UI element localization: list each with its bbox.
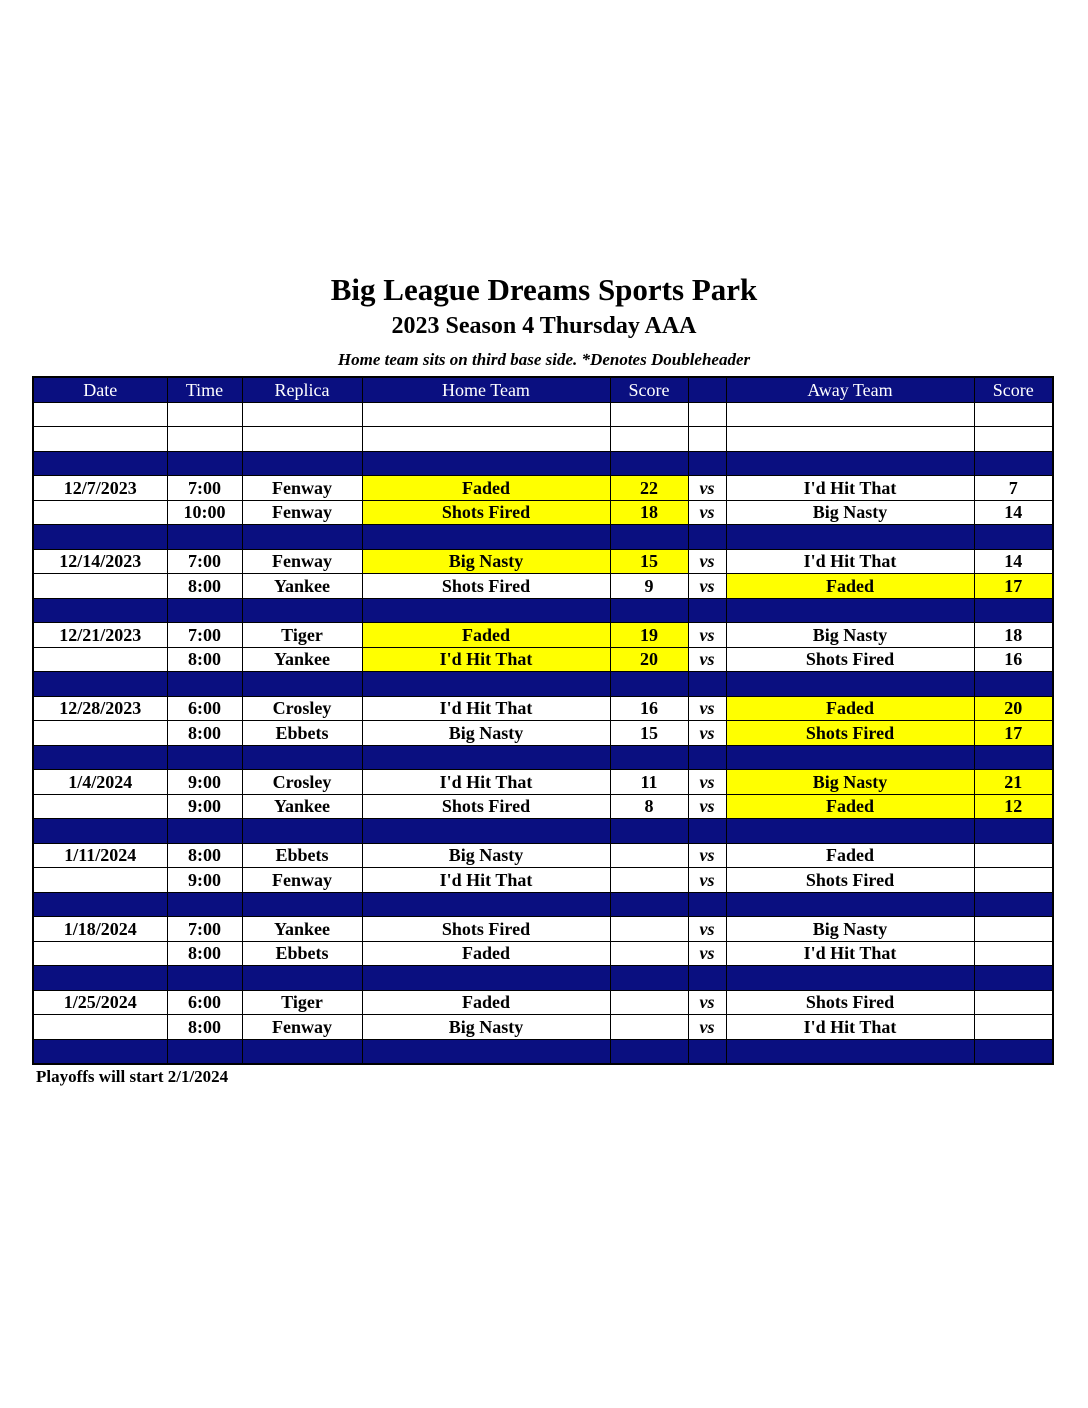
away-score-cell bbox=[974, 843, 1053, 868]
date-cell: 1/11/2024 bbox=[33, 843, 167, 868]
separator-row bbox=[33, 525, 1053, 550]
game-row bbox=[33, 941, 1053, 966]
home-score-cell: 11 bbox=[610, 770, 688, 795]
col-header-vs bbox=[688, 377, 726, 402]
away-score-cell: 14 bbox=[974, 500, 1053, 525]
replica-cell: Fenway bbox=[242, 476, 362, 501]
vs-cell: vs bbox=[688, 794, 726, 819]
time-cell: 7:00 bbox=[167, 623, 242, 648]
home-team-cell: Faded bbox=[362, 990, 610, 1015]
game-row bbox=[33, 721, 1053, 746]
replica-cell: Ebbets bbox=[242, 941, 362, 966]
separator-row bbox=[33, 892, 1053, 917]
game-row bbox=[33, 549, 1053, 574]
vs-cell: vs bbox=[688, 500, 726, 525]
home-score-cell: 18 bbox=[610, 500, 688, 525]
away-score-cell bbox=[974, 941, 1053, 966]
home-team-cell: Big Nasty bbox=[362, 721, 610, 746]
date-cell bbox=[33, 647, 167, 672]
game-row bbox=[33, 917, 1053, 942]
away-team-cell: Shots Fired bbox=[726, 868, 974, 893]
away-team-cell: Faded bbox=[726, 696, 974, 721]
vs-cell: vs bbox=[688, 843, 726, 868]
away-score-cell bbox=[974, 990, 1053, 1015]
replica-cell: Yankee bbox=[242, 917, 362, 942]
home-score-cell: 19 bbox=[610, 623, 688, 648]
time-cell: 7:00 bbox=[167, 476, 242, 501]
game-row bbox=[33, 574, 1053, 599]
replica-cell: Tiger bbox=[242, 623, 362, 648]
vs-cell: vs bbox=[688, 549, 726, 574]
replica-cell: Fenway bbox=[242, 868, 362, 893]
home-team-cell: Big Nasty bbox=[362, 549, 610, 574]
date-cell bbox=[33, 794, 167, 819]
away-score-cell bbox=[974, 917, 1053, 942]
time-cell: 6:00 bbox=[167, 990, 242, 1015]
schedule-table bbox=[32, 376, 1054, 1065]
playoffs-note: Playoffs will start 2/1/2024 bbox=[36, 1067, 229, 1086]
home-score-cell bbox=[610, 990, 688, 1015]
away-team-cell: Big Nasty bbox=[726, 917, 974, 942]
away-score-cell: 21 bbox=[974, 770, 1053, 795]
away-score-cell: 17 bbox=[974, 721, 1053, 746]
vs-cell: vs bbox=[688, 1015, 726, 1040]
game-row bbox=[33, 868, 1053, 893]
away-score-cell bbox=[974, 868, 1053, 893]
home-team-cell: Faded bbox=[362, 623, 610, 648]
date-cell: 1/18/2024 bbox=[33, 917, 167, 942]
page-note: Home team sits on third base side. *Denotes Doubleheader bbox=[337, 350, 751, 369]
vs-cell: vs bbox=[688, 868, 726, 893]
home-score-cell: 22 bbox=[610, 476, 688, 501]
replica-cell: Crosley bbox=[242, 696, 362, 721]
vs-cell: vs bbox=[688, 476, 726, 501]
time-cell: 9:00 bbox=[167, 868, 242, 893]
game-row bbox=[33, 990, 1053, 1015]
game-row bbox=[33, 647, 1053, 672]
away-team-cell: I'd Hit That bbox=[726, 476, 974, 501]
date-cell bbox=[33, 941, 167, 966]
time-cell: 7:00 bbox=[167, 549, 242, 574]
replica-cell: Tiger bbox=[242, 990, 362, 1015]
time-cell: 8:00 bbox=[167, 721, 242, 746]
time-cell: 9:00 bbox=[167, 794, 242, 819]
away-score-cell: 18 bbox=[974, 623, 1053, 648]
date-cell bbox=[33, 868, 167, 893]
home-score-cell: 8 bbox=[610, 794, 688, 819]
game-row bbox=[33, 794, 1053, 819]
away-team-cell: Shots Fired bbox=[726, 990, 974, 1015]
home-team-cell: Shots Fired bbox=[362, 794, 610, 819]
home-score-cell bbox=[610, 1015, 688, 1040]
home-score-cell: 9 bbox=[610, 574, 688, 599]
replica-cell: Yankee bbox=[242, 794, 362, 819]
time-cell: 8:00 bbox=[167, 647, 242, 672]
date-cell: 12/21/2023 bbox=[33, 623, 167, 648]
time-cell: 10:00 bbox=[167, 500, 242, 525]
blank-row bbox=[33, 402, 1053, 427]
separator-row bbox=[33, 672, 1053, 697]
time-cell: 8:00 bbox=[167, 843, 242, 868]
vs-cell: vs bbox=[688, 990, 726, 1015]
page-subtitle: 2023 Season 4 Thursday AAA bbox=[391, 313, 697, 339]
schedule-body bbox=[33, 402, 1053, 1064]
home-team-cell: I'd Hit That bbox=[362, 868, 610, 893]
game-row bbox=[33, 623, 1053, 648]
away-team-cell: Faded bbox=[726, 794, 974, 819]
vs-cell: vs bbox=[688, 917, 726, 942]
separator-row bbox=[33, 451, 1053, 476]
game-row bbox=[33, 696, 1053, 721]
away-team-cell: Big Nasty bbox=[726, 500, 974, 525]
vs-cell: vs bbox=[688, 941, 726, 966]
game-row bbox=[33, 843, 1053, 868]
away-score-cell: 7 bbox=[974, 476, 1053, 501]
time-cell: 7:00 bbox=[167, 917, 242, 942]
home-team-cell: Shots Fired bbox=[362, 500, 610, 525]
page-title: Big League Dreams Sports Park bbox=[330, 272, 758, 307]
date-cell bbox=[33, 1015, 167, 1040]
home-team-cell: Shots Fired bbox=[362, 574, 610, 599]
header-row bbox=[33, 377, 1053, 402]
col-header-date: Date bbox=[33, 377, 167, 402]
away-team-cell: Faded bbox=[726, 574, 974, 599]
away-score-cell: 20 bbox=[974, 696, 1053, 721]
away-team-cell: Shots Fired bbox=[726, 721, 974, 746]
time-cell: 6:00 bbox=[167, 696, 242, 721]
vs-cell: vs bbox=[688, 647, 726, 672]
date-cell: 12/28/2023 bbox=[33, 696, 167, 721]
home-score-cell: 16 bbox=[610, 696, 688, 721]
vs-cell: vs bbox=[688, 574, 726, 599]
game-row bbox=[33, 476, 1053, 501]
time-cell: 8:00 bbox=[167, 941, 242, 966]
game-row bbox=[33, 770, 1053, 795]
separator-row bbox=[33, 598, 1053, 623]
separator-row bbox=[33, 745, 1053, 770]
replica-cell: Ebbets bbox=[242, 721, 362, 746]
vs-cell: vs bbox=[688, 770, 726, 795]
away-team-cell: I'd Hit That bbox=[726, 549, 974, 574]
away-score-cell: 12 bbox=[974, 794, 1053, 819]
separator-row bbox=[33, 1039, 1053, 1064]
home-score-cell: 20 bbox=[610, 647, 688, 672]
home-team-cell: I'd Hit That bbox=[362, 647, 610, 672]
replica-cell: Yankee bbox=[242, 574, 362, 599]
col-header-time: Time bbox=[167, 377, 242, 402]
vs-cell: vs bbox=[688, 696, 726, 721]
home-score-cell: 15 bbox=[610, 549, 688, 574]
replica-cell: Ebbets bbox=[242, 843, 362, 868]
home-team-cell: I'd Hit That bbox=[362, 770, 610, 795]
date-cell: 12/7/2023 bbox=[33, 476, 167, 501]
away-team-cell: Faded bbox=[726, 843, 974, 868]
home-team-cell: Faded bbox=[362, 941, 610, 966]
replica-cell: Crosley bbox=[242, 770, 362, 795]
away-team-cell: Shots Fired bbox=[726, 647, 974, 672]
vs-cell: vs bbox=[688, 721, 726, 746]
time-cell: 8:00 bbox=[167, 574, 242, 599]
away-team-cell: I'd Hit That bbox=[726, 941, 974, 966]
away-score-cell: 16 bbox=[974, 647, 1053, 672]
col-header-home-score: Score bbox=[610, 377, 688, 402]
away-team-cell: Big Nasty bbox=[726, 770, 974, 795]
away-score-cell: 17 bbox=[974, 574, 1053, 599]
vs-cell: vs bbox=[688, 623, 726, 648]
home-score-cell bbox=[610, 941, 688, 966]
col-header-home-team: Home Team bbox=[362, 377, 610, 402]
date-cell bbox=[33, 500, 167, 525]
date-cell bbox=[33, 574, 167, 599]
time-cell: 9:00 bbox=[167, 770, 242, 795]
home-team-cell: Shots Fired bbox=[362, 917, 610, 942]
away-score-cell: 14 bbox=[974, 549, 1053, 574]
home-team-cell: Big Nasty bbox=[362, 843, 610, 868]
replica-cell: Fenway bbox=[242, 549, 362, 574]
away-team-cell: Big Nasty bbox=[726, 623, 974, 648]
away-team-cell: I'd Hit That bbox=[726, 1015, 974, 1040]
home-team-cell: I'd Hit That bbox=[362, 696, 610, 721]
date-cell: 12/14/2023 bbox=[33, 549, 167, 574]
home-score-cell bbox=[610, 868, 688, 893]
game-row bbox=[33, 500, 1053, 525]
replica-cell: Yankee bbox=[242, 647, 362, 672]
home-score-cell: 15 bbox=[610, 721, 688, 746]
game-row bbox=[33, 1015, 1053, 1040]
home-team-cell: Faded bbox=[362, 476, 610, 501]
time-cell: 8:00 bbox=[167, 1015, 242, 1040]
separator-row bbox=[33, 966, 1053, 991]
home-score-cell bbox=[610, 843, 688, 868]
date-cell: 1/25/2024 bbox=[33, 990, 167, 1015]
col-header-away-team: Away Team bbox=[726, 377, 974, 402]
date-cell: 1/4/2024 bbox=[33, 770, 167, 795]
blank-row bbox=[33, 427, 1053, 452]
home-team-cell: Big Nasty bbox=[362, 1015, 610, 1040]
away-score-cell bbox=[974, 1015, 1053, 1040]
home-score-cell bbox=[610, 917, 688, 942]
date-cell bbox=[33, 721, 167, 746]
col-header-away-score: Score bbox=[974, 377, 1053, 402]
replica-cell: Fenway bbox=[242, 500, 362, 525]
replica-cell: Fenway bbox=[242, 1015, 362, 1040]
col-header-replica: Replica bbox=[242, 377, 362, 402]
separator-row bbox=[33, 819, 1053, 844]
